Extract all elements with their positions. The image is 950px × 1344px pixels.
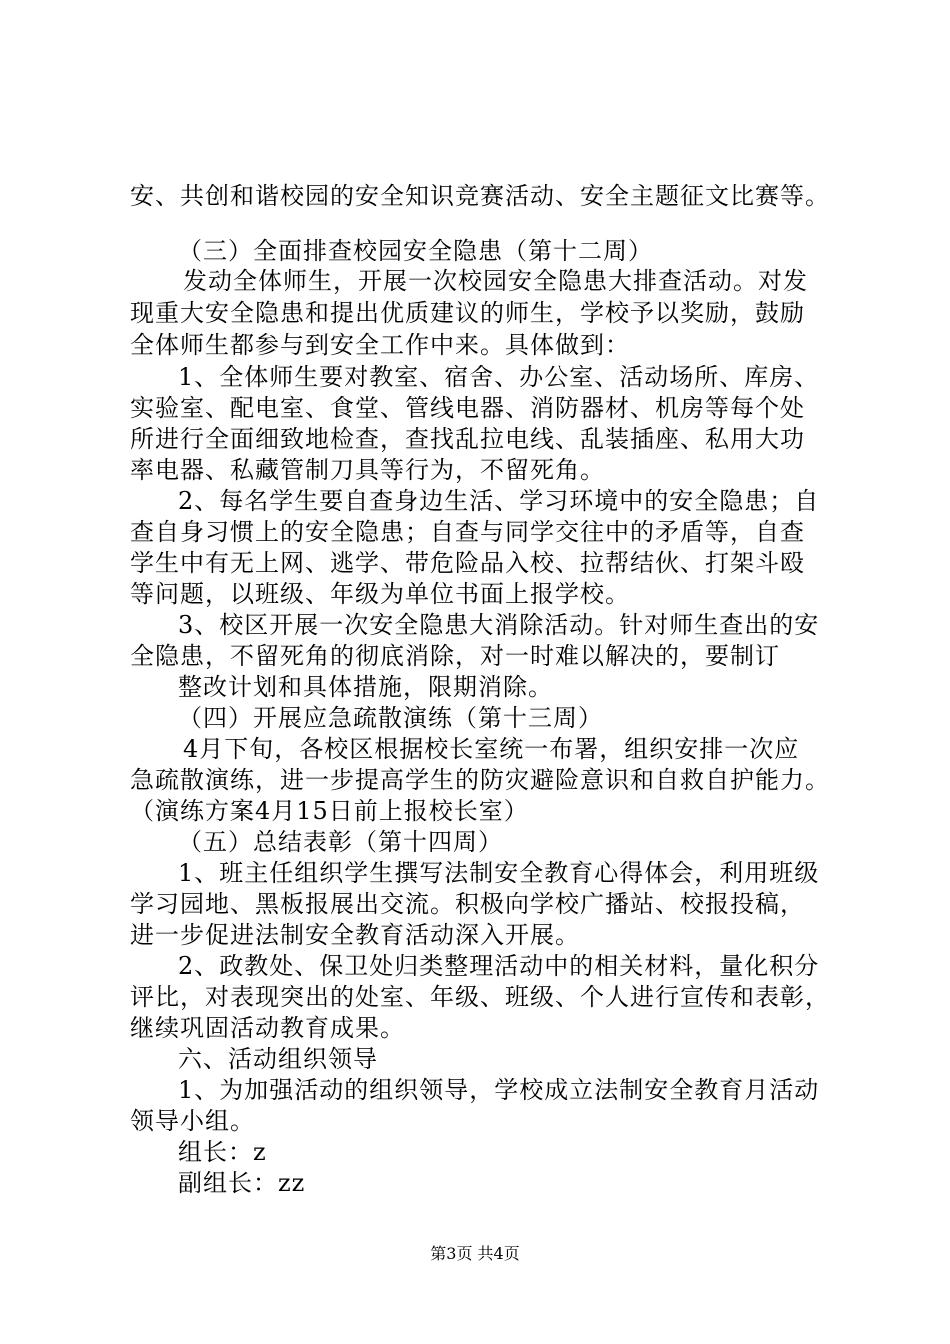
text-line: 发动全体师生，开展一次校园安全隐患大排查活动。对发 [183, 267, 808, 295]
text-line: 查自身习惯上的安全隐患；自查与同学交往中的矛盾等，自查 [130, 518, 805, 546]
text-line: 组长：z [178, 1138, 267, 1166]
text-line: 4月下旬，各校区根据校长室统一布署，组织安排一次应 [183, 735, 800, 763]
text-line: 全体师生都参与到安全工作中来。具体做到： [130, 331, 630, 359]
text-line: 继续巩固活动教育成果。 [130, 1014, 405, 1042]
text-line: 1、全体师生要对教室、宿舍、办公室、活动场所、库房、 [178, 363, 820, 391]
section-heading: 六、活动组织领导 [178, 1045, 378, 1073]
text-line: 等问题，以班级、年级为单位书面上报学校。 [130, 580, 630, 608]
text-line: 2、每名学生要自查身边生活、学习环境中的安全隐患；自 [178, 487, 820, 515]
text-line: 所进行全面细致地检查，查找乱拉电线、乱装插座、私用大功 [130, 425, 805, 453]
text-line: 副组长：zz [178, 1169, 306, 1197]
text-line: 进一步促进法制安全教育活动深入开展。 [130, 921, 580, 949]
text-line: 3、校区开展一次安全隐患大消除活动。针对师生查出的安 [178, 611, 820, 639]
text-line: （演练方案4月15日前上报校长室） [130, 797, 529, 825]
text-line: 现重大安全隐患和提出优质建议的师生，学校予以奖励，鼓励 [130, 299, 805, 327]
text-line: 率电器、私藏管制刀具等行为，不留死角。 [130, 456, 605, 484]
text-line: 安、共创和谐校园的安全知识竞赛活动、安全主题征文比赛等。 [130, 182, 830, 210]
text-line: 领导小组。 [130, 1107, 255, 1135]
text-line: 学习园地、黑板报展出交流。积极向学校广播站、校报投稿， [130, 890, 805, 918]
section-heading: （五）总结表彰（第十四周） [178, 828, 503, 856]
page-footer: 第3页 共4页 [430, 1244, 520, 1263]
text-line: 实验室、配电室、食堂、管线电器、消防器材、机房等每个处 [130, 394, 805, 422]
text-line: 学生中有无上网、逃学、带危险品入校、拉帮结伙、打架斗殴 [130, 549, 805, 577]
text-line: 评比，对表现突出的处室、年级、班级、个人进行宣传和表彰， [130, 983, 830, 1011]
section-heading: （四）开展应急疏散演练（第十三周） [178, 704, 603, 732]
text-line: 1、为加强活动的组织领导，学校成立法制安全教育月活动 [178, 1076, 820, 1104]
text-line: 全隐患，不留死角的彻底消除，对一时难以解决的，要制订 [130, 642, 780, 670]
text-line: 2、政教处、保卫处归类整理活动中的相关材料，量化积分 [178, 952, 820, 980]
section-heading: （三）全面排查校园安全隐患（第十二周） [178, 237, 653, 265]
text-line: 1、班主任组织学生撰写法制安全教育心得体会，利用班级 [178, 859, 820, 887]
text-line: 急疏散演练，进一步提高学生的防灾避险意识和自救自护能力。 [130, 766, 830, 794]
text-line: 整改计划和具体措施，限期消除。 [178, 673, 553, 701]
